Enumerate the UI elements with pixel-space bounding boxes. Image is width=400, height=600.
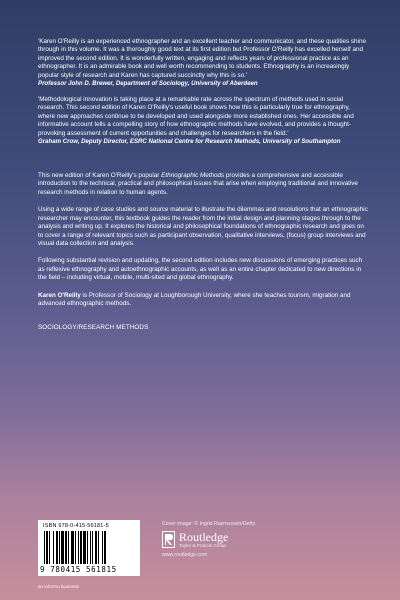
back-cover-text [38,38,368,333]
publisher-logo [162,531,255,549]
publisher-tagline: Taylor & Francis Group [179,543,226,548]
subject-category: SOCIOLOGY/RESEARCH METHODS [38,324,149,332]
endorsement-attribution: Graham Crow, Deputy Director, ESRC National Centre for Research Methods, University of Southampton [38,138,341,146]
cover-image-credit: Cover image: © Ingrid Rasmussen/Getty [162,521,256,527]
endorsement-quote-1 [38,38,368,88]
back-cover-footer [38,520,368,580]
description-text: provides a comprehensive and accessible introduction to the technical, practical and philosophical issues that arise when employing traditional and innovative research methods in relation to human agents. [38,172,358,196]
description-paragraph-3: Following substantial revision and updating, the second edition includes new discussions of emerging practices such as reflexive ethnography and autoethnographic accounts, as well as an entire chapter dedicated to new directions in the field – including virtual, mobile, multi-sited and global ethnography. [38,257,363,282]
description-paragraph-1 [38,172,368,197]
barcode-icon [43,531,135,564]
publisher-website[interactable]: www.routledge.com [162,552,208,558]
author-bio-text: is Professor of Sociology at Loughborough University, where she teaches tourism, migration and advanced ethnographic methods. [38,291,351,307]
isbn-barcode [38,520,140,576]
endorsement-attribution: Professor John D. Brewer, Department of Sociology, University of Aberdeen [38,80,258,88]
description-text: This new edition of Karen O'Reilly's popular [38,172,162,180]
isbn-digits: 9 780415 561815 [40,565,117,574]
book-description [38,172,368,308]
endorsement-quote-2 [38,96,368,146]
endorsement-text: 'Karen O'Reilly is an experienced ethnographer and an excellent teacher and communicator, and these qualities shine through in this volume. It was a thoroughly good text at its first edition but Professor O'Reilly has excelled herself and improved the second edition. It is wonderfully written, engaging and reflects years of professional practice as an ethnographer. It is an admirable book and well worth recommending to students. Ethnography is an increasingly popular style of research and Karen has captured succinctly why this is so.' [38,38,366,79]
informa-business-line: an informa business [38,584,80,589]
publisher-block [162,521,255,558]
isbn-label: ISBN 978-0-415-56181-5 [43,523,109,529]
description-paragraph-2: Using a wide range of case studies and source material to illustrate the dilemmas and resolutions that an ethnographic researcher may encounter, this textbook guides the reader from the initial design and planning stages through to the analysis and writing up. It explores the historical and philosophical foundations of ethnographic research and goes on to cover a range of relevant topics such as participant observation, qualitative interviews, (focus) group interviews and visual data collection and analysis. [38,206,368,247]
routledge-logo-icon [162,531,175,548]
author-bio [38,292,368,309]
author-name: Karen O'Reilly [38,291,81,299]
publisher-name: Routledge [179,530,229,544]
book-title-italic: Ethnographic Methods [161,172,225,180]
endorsement-text: 'Methodological innovation is taking place at a remarkable rate across the spectrum of methods used in social research. This second edition of Karen O'Reilly's useful book shows how this is particularly true for ethnography, where new approaches continue to be developed and used alongside more established ones. Her accessible and informative account tells a compelling story of how ethnographic methods have evolved, and provides a thought-provoking assessment of current opportunities and challenges for researchers in the field.' [38,96,354,137]
